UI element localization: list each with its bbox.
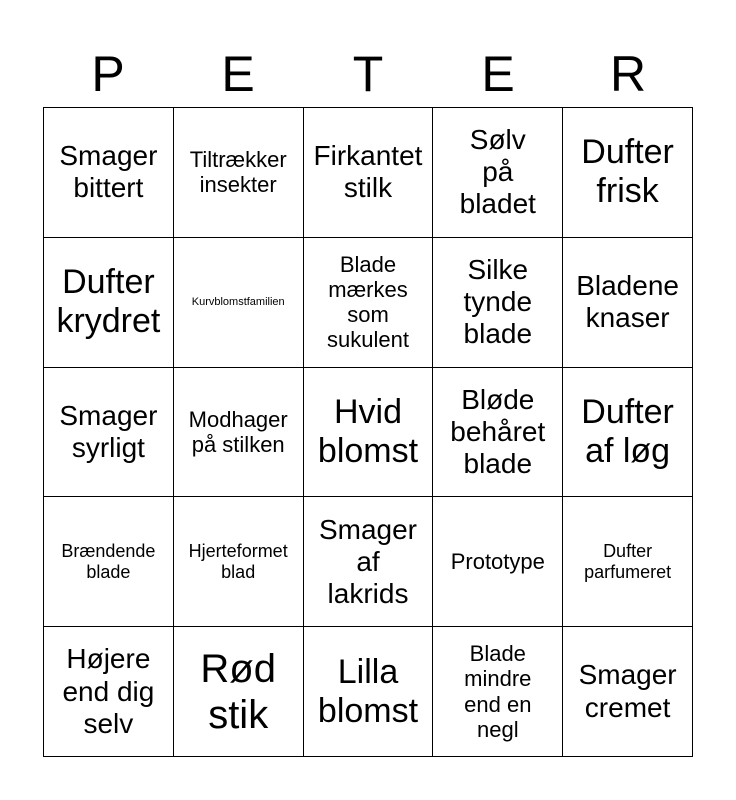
bingo-cell-r5-c3[interactable]: Lilla blomst <box>304 627 434 757</box>
bingo-cell-r2-c1[interactable]: Dufter krydret <box>44 238 174 368</box>
bingo-cell-r3-c3[interactable]: Hvid blomst <box>304 368 434 498</box>
bingo-cell-r3-c1[interactable]: Smager syrligt <box>44 368 174 498</box>
bingo-cell-r1-c4[interactable]: Sølv på bladet <box>433 108 563 238</box>
bingo-cell-r4-c5[interactable]: Dufter parfumeret <box>563 497 693 627</box>
bingo-cell-r1-c1[interactable]: Smager bittert <box>44 108 174 238</box>
bingo-cell-r2-c4[interactable]: Silke tynde blade <box>433 238 563 368</box>
bingo-cell-r1-c2[interactable]: Tiltrækker insekter <box>174 108 304 238</box>
bingo-cell-r3-c5[interactable]: Dufter af løg <box>563 368 693 498</box>
title-letter-3: T <box>352 46 384 102</box>
title-letter-5: R <box>609 46 647 102</box>
bingo-cell-r1-c5[interactable]: Dufter frisk <box>563 108 693 238</box>
bingo-cell-r4-c2[interactable]: Hjerteformet blad <box>174 497 304 627</box>
bingo-cell-r5-c2[interactable]: Rød stik <box>174 627 304 757</box>
bingo-cell-r3-c4[interactable]: Bløde behåret blade <box>433 368 563 498</box>
bingo-cell-r2-c2[interactable]: Kurvblomstfamilien <box>174 238 304 368</box>
bingo-cell-r5-c5[interactable]: Smager cremet <box>563 627 693 757</box>
bingo-title <box>43 42 693 106</box>
bingo-board <box>43 107 693 757</box>
title-letter-2: E <box>221 46 255 102</box>
title-letter-4: E <box>481 46 515 102</box>
bingo-cell-r5-c4[interactable]: Blade mindre end en negl <box>433 627 563 757</box>
bingo-cell-r3-c2[interactable]: Modhager på stilken <box>174 368 304 498</box>
bingo-cell-r5-c1[interactable]: Højere end dig selv <box>44 627 174 757</box>
bingo-cell-r1-c3[interactable]: Firkantet stilk <box>304 108 434 238</box>
bingo-cell-r4-c4[interactable]: Prototype <box>433 497 563 627</box>
bingo-cell-r2-c5[interactable]: Bladene knaser <box>563 238 693 368</box>
bingo-cell-r4-c3[interactable]: Smager af lakrids <box>304 497 434 627</box>
bingo-cell-r2-c3[interactable]: Blade mærkes som sukulent <box>304 238 434 368</box>
title-letter-1: P <box>91 46 125 102</box>
bingo-cell-r4-c1[interactable]: Brændende blade <box>44 497 174 627</box>
